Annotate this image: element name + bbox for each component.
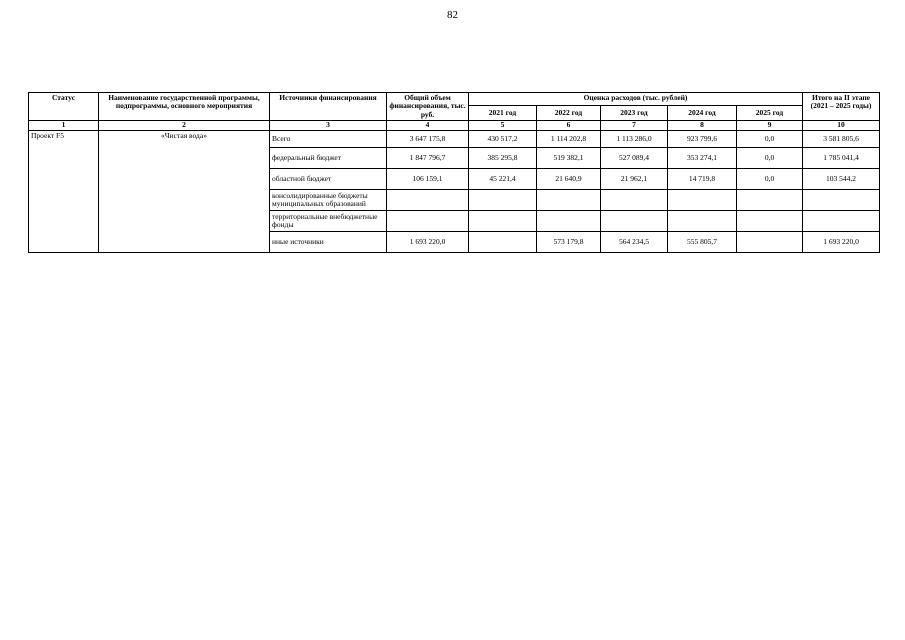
- year-2025-cell: [737, 190, 803, 211]
- header-sources: Источники финансирования: [270, 93, 387, 121]
- year-2025-cell: 0,0: [737, 131, 803, 148]
- column-number: 3: [270, 121, 387, 131]
- year-2022-cell: 519 382,1: [537, 148, 601, 169]
- year-2024-cell: [668, 211, 737, 232]
- year-2022-cell: [537, 190, 601, 211]
- total-cell: 1 847 796,7: [387, 148, 469, 169]
- stage-total-cell: [803, 190, 880, 211]
- column-number: 9: [737, 121, 803, 131]
- year-2022-cell: 1 114 202,8: [537, 131, 601, 148]
- header-total: Общий объем финансирования, тыс. руб.: [387, 93, 469, 121]
- year-2024-cell: 923 799,6: [668, 131, 737, 148]
- column-number: 10: [803, 121, 880, 131]
- source-cell: территориальные внебюджетные фонды: [270, 211, 387, 232]
- total-cell: 1 693 220,0: [387, 232, 469, 253]
- year-2021-cell: 45 221,4: [469, 169, 537, 190]
- year-2025-cell: [737, 232, 803, 253]
- year-2023-cell: 527 089,4: [601, 148, 668, 169]
- year-2024-cell: 14 719,8: [668, 169, 737, 190]
- stage-total-cell: [803, 211, 880, 232]
- column-number: 8: [668, 121, 737, 131]
- year-2023-cell: 564 234,5: [601, 232, 668, 253]
- year-2022-cell: 21 640,9: [537, 169, 601, 190]
- year-2024-cell: [668, 190, 737, 211]
- year-2023-cell: 21 962,1: [601, 169, 668, 190]
- stage-total-cell: 1 693 220,0: [803, 232, 880, 253]
- total-cell: 3 647 175,8: [387, 131, 469, 148]
- year-2024-cell: 555 805,7: [668, 232, 737, 253]
- header-name: Наименование государственной программы, подпрограммы, основного мероприятия: [99, 93, 270, 121]
- program-name-cell: «Чистая вода»: [99, 131, 270, 253]
- column-number: 5: [469, 121, 537, 131]
- page-number: 82: [447, 9, 458, 21]
- year-2021-cell: [469, 190, 537, 211]
- total-cell: 106 159,1: [387, 169, 469, 190]
- table-row: [29, 131, 880, 148]
- column-number: 2: [99, 121, 270, 131]
- total-cell: [387, 211, 469, 232]
- stage-total-cell: 3 581 805,6: [803, 131, 880, 148]
- column-number: 4: [387, 121, 469, 131]
- source-cell: федеральный бюджет: [270, 148, 387, 169]
- header-year: 2021 год: [469, 106, 537, 121]
- header-year: 2023 год: [601, 106, 668, 121]
- year-2021-cell: 385 295,8: [469, 148, 537, 169]
- source-cell: областной бюджет: [270, 169, 387, 190]
- year-2023-cell: [601, 211, 668, 232]
- source-cell: Всего: [270, 131, 387, 148]
- year-2023-cell: [601, 190, 668, 211]
- total-cell: [387, 190, 469, 211]
- stage-total-cell: 103 544,2: [803, 169, 880, 190]
- source-cell: иные источники: [270, 232, 387, 253]
- stage-total-cell: 1 785 041,4: [803, 148, 880, 169]
- header-year: 2024 год: [668, 106, 737, 121]
- column-number: 6: [537, 121, 601, 131]
- header-row: [29, 93, 880, 106]
- header-status: Статус: [29, 93, 99, 121]
- year-2022-cell: [537, 211, 601, 232]
- year-2025-cell: [737, 211, 803, 232]
- header-stage-total: Итого на II этапе (2021 – 2025 годы): [803, 93, 880, 121]
- year-2025-cell: 0,0: [737, 148, 803, 169]
- column-number: 1: [29, 121, 99, 131]
- year-2022-cell: 573 179,8: [537, 232, 601, 253]
- header-estimate: Оценка расходов (тыс. рублей): [469, 93, 803, 106]
- source-cell: консолидированные бюджеты муниципальных образований: [270, 190, 387, 211]
- column-numbers-row: [29, 121, 880, 131]
- status-cell: Проект F5: [29, 131, 99, 253]
- header-year: 2025 год: [737, 106, 803, 121]
- year-2021-cell: [469, 232, 537, 253]
- header-year: 2022 год: [537, 106, 601, 121]
- year-2024-cell: 353 274,1: [668, 148, 737, 169]
- year-2021-cell: [469, 211, 537, 232]
- financing-table: [28, 92, 880, 253]
- year-2023-cell: 1 113 286,0: [601, 131, 668, 148]
- year-2025-cell: 0,0: [737, 169, 803, 190]
- column-number: 7: [601, 121, 668, 131]
- year-2021-cell: 430 517,2: [469, 131, 537, 148]
